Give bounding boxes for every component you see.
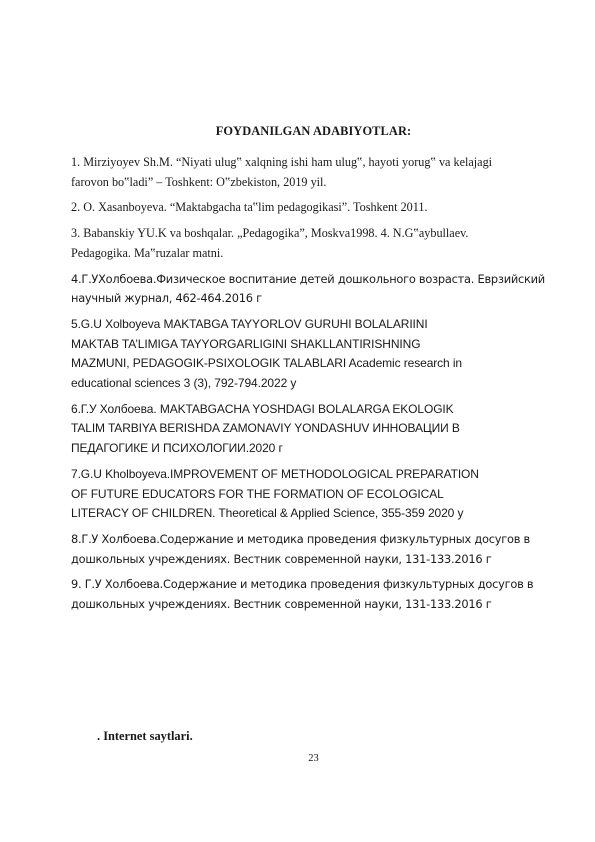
reference-line: 9. Г.У Холбоева.Содержание и методика проведения физкультурных досугов в <box>71 577 534 592</box>
reference-list <box>71 153 561 621</box>
page-number: 23 <box>308 753 319 764</box>
reference-line: 1. Mirziyoyev Sh.M. “Niyati ulug‟ xalqning ishi ham ulug‟, hayoti yorug‟ va kelajagi <box>71 155 493 169</box>
reference-line: 5.G.U Xolboyeva MAKTABGA TAYYORLOV GURUHI BOLALARIINI <box>71 316 428 331</box>
reference-line: ПЕДАГОГИКЕ И ПСИХОЛОГИИ.2020 г <box>71 441 283 456</box>
reference-line: Pedagogika. Ma‟ruzalar matni. <box>71 245 224 260</box>
reference-line: 8.Г.У Холбоева.Содержание и методика проведения физкультурных досугов в <box>71 531 531 546</box>
reference-line: дошкольных учреждениях. Вестник современной науки, 131-133.2016 г <box>71 597 492 612</box>
reference-line: MAZMUNI, PEDAGOGIK-PSIXOLOGIK TALABLARI Academic research in <box>71 356 463 371</box>
page-title: FOYDANILGAN ADABIYOTLAR: <box>215 124 412 138</box>
reference-line: 6.Г.У Холбоева. MAKTABGACHA YOSHDAGI BOLALARGA EKOLOGIK <box>71 401 454 416</box>
reference-item-1 <box>71 153 561 192</box>
reference-item-4 <box>71 270 561 309</box>
reference-line: OF FUTURE EDUCATORS FOR THE FORMATION OF ECOLOGICAL <box>71 486 444 501</box>
reference-item-6 <box>71 400 561 459</box>
reference-line: MAKTAB TA’LIMIGA TAYYORGARLIGINI SHAKLLANTIRISHNING <box>71 336 421 351</box>
reference-line: TALIM TARBIYA BERISHDA ZAMONAVIY YONDASHUV ИННОВАЦИИ В <box>71 421 460 436</box>
internet-sites-heading: . Internet saytlari. <box>97 729 193 743</box>
reference-item-8 <box>71 530 561 569</box>
reference-line: 4.Г.УХолбоева.Физическое воспитание детей дошкольного возраста. Еврзийский <box>71 271 545 286</box>
reference-line: 2. O. Xasanboyeva. “Maktabgacha ta‟lim pedagogikasi”. Toshkent 2011. <box>71 200 428 215</box>
reference-line: 7.G.U Kholboyeva.IMPROVEMENT OF METHODOLOGICAL PREPARATION <box>71 466 479 481</box>
reference-line: научный журнал, 462-464.2016 г <box>71 291 262 306</box>
reference-item-5 <box>71 315 561 394</box>
reference-line: 3. Babanskiy YU.K va boshqalar. „Pеdagogika”, Moskva1998. 4. N.G‟aybullaev. <box>71 226 469 241</box>
reference-line: дошкольных учреждениях. Вестник современной науки, 131-133.2016 г <box>71 551 492 566</box>
reference-item-3 <box>71 224 561 263</box>
reference-line: educational sciences 3 (3), 792-794.2022 y <box>71 376 297 391</box>
reference-line: LITERACY OF CHILDREN. Theoretical & Applied Science, 355-359 2020 y <box>71 506 464 521</box>
reference-item-7 <box>71 465 561 524</box>
reference-item-2 <box>71 198 561 218</box>
reference-item-9 <box>71 575 561 614</box>
reference-line: farovon bo‟ladi” – Toshkent: O‟zbekiston, 2019 yil. <box>71 174 327 189</box>
